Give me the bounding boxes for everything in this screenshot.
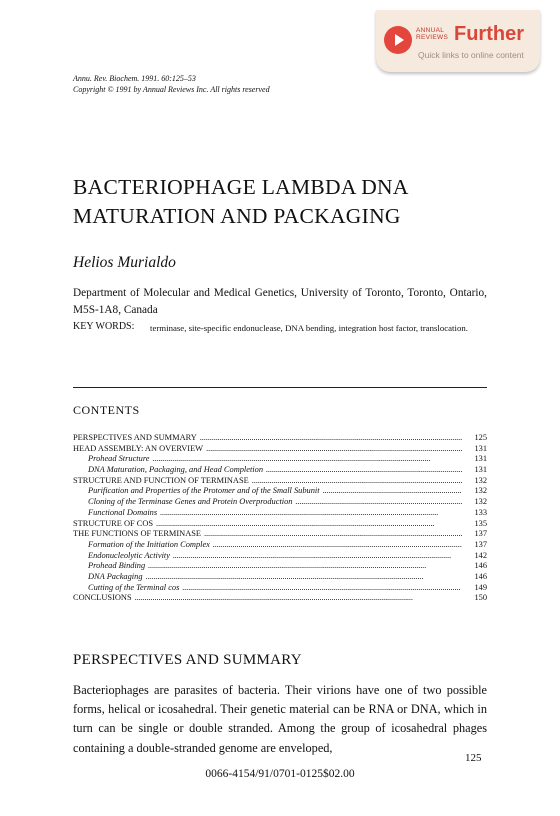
toc-leader-dots bbox=[148, 561, 462, 572]
annual-reviews-logo-text: ANNUAL REVIEWS bbox=[416, 27, 449, 41]
toc-entry-page: 131 bbox=[474, 465, 487, 475]
journal-citation: Annu. Rev. Biochem. 1991. 60:125–53 bbox=[73, 74, 196, 83]
toc-leader-dots bbox=[213, 540, 462, 551]
page-number: 125 bbox=[465, 752, 482, 764]
toc-entry[interactable] bbox=[73, 476, 487, 487]
toc-entry-label: Cutting of the Terminal cos bbox=[88, 582, 180, 592]
toc-entry-label: Formation of the Initiation Complex bbox=[88, 539, 210, 549]
toc-entry-page: 149 bbox=[474, 582, 487, 592]
toc-entry-label: Cloning of the Terminase Genes and Protein Overproduction bbox=[88, 497, 293, 507]
body-paragraph: Bacteriophages are parasites of bacteria. Their virions have one of two possible forms, helical or icosahedral. Their genetic material can be RNA or DNA, which in turn can be single or double stranded. Among the group of icosahedral phages containing a double-stranded genome are enveloped, bbox=[73, 683, 487, 755]
toc-entry[interactable] bbox=[73, 583, 487, 594]
toc-leader-dots bbox=[295, 497, 462, 508]
journal-citation-block bbox=[73, 73, 270, 95]
toc-leader-dots bbox=[206, 444, 462, 455]
toc-entry-label: Prohead Binding bbox=[88, 561, 146, 571]
toc-leader-dots bbox=[204, 529, 462, 540]
toc-entry-page: 137 bbox=[474, 529, 487, 539]
toc-entry-label: HEAD ASSEMBLY: AN OVERVIEW bbox=[73, 443, 204, 453]
toc-entry-label: DNA Packaging bbox=[88, 571, 143, 581]
toc-entry[interactable] bbox=[73, 540, 487, 551]
footer-code: 0066-4154/91/0701-0125$02.00 bbox=[205, 768, 355, 780]
toc-entry-page: 133 bbox=[474, 507, 487, 517]
toc-entry-page: 135 bbox=[474, 518, 487, 528]
toc-entry-label: Endonucleolytic Activity bbox=[88, 550, 170, 560]
toc-entry-label: Functional Domains bbox=[88, 507, 158, 517]
toc-entry-page: 132 bbox=[474, 497, 487, 507]
toc-entry[interactable] bbox=[73, 444, 487, 455]
toc-leader-dots bbox=[323, 486, 462, 497]
toc-leader-dots bbox=[152, 454, 462, 465]
toc-leader-dots bbox=[160, 508, 462, 519]
author-affiliation: Department of Molecular and Medical Genetics, University of Toronto, Toronto, Ontario, M5S-1A8, Canada bbox=[73, 287, 487, 316]
toc-entry-page: 142 bbox=[474, 550, 487, 560]
section-heading: PERSPECTIVES AND SUMMARY bbox=[73, 652, 302, 668]
toc-entry[interactable] bbox=[73, 497, 487, 508]
play-icon bbox=[384, 26, 412, 54]
toc-leader-dots bbox=[252, 476, 462, 487]
contents-heading: CONTENTS bbox=[73, 403, 140, 417]
toc-entry[interactable] bbox=[73, 561, 487, 572]
toc-entry-page: 146 bbox=[474, 561, 487, 571]
toc-entry-label: Purification and Properties of the Protomer and of the Small Subunit bbox=[88, 486, 320, 496]
toc-entry-page: 131 bbox=[474, 443, 487, 453]
toc-entry-page: 132 bbox=[474, 475, 487, 485]
toc-entry-page: 131 bbox=[474, 454, 487, 464]
toc-leader-dots bbox=[266, 465, 462, 476]
toc-entry-label: STRUCTURE OF COS bbox=[73, 518, 154, 528]
further-subtitle: Quick links to online content bbox=[418, 50, 524, 60]
title-line-1: BACTERIOPHAGE LAMBDA DNA bbox=[73, 175, 409, 199]
toc-entry[interactable] bbox=[73, 486, 487, 497]
toc-entry-page: 146 bbox=[474, 571, 487, 581]
title-line-2: MATURATION AND PACKAGING bbox=[73, 204, 401, 228]
toc-entry-page: 150 bbox=[474, 593, 487, 603]
toc-entry-page: 125 bbox=[474, 433, 487, 442]
keywords-label: KEY WORDS: bbox=[73, 321, 135, 332]
toc-entry[interactable] bbox=[73, 508, 487, 519]
toc-entry[interactable] bbox=[73, 465, 487, 476]
toc-entry-label: CONCLUSIONS bbox=[73, 593, 132, 603]
toc-entry[interactable] bbox=[73, 454, 487, 465]
divider bbox=[73, 387, 487, 388]
toc-entry[interactable] bbox=[73, 529, 487, 540]
toc-leader-dots bbox=[156, 519, 462, 530]
toc-entry[interactable] bbox=[73, 519, 487, 530]
toc-entry-page: 137 bbox=[474, 539, 487, 549]
toc-entry[interactable] bbox=[73, 433, 487, 444]
toc-entry[interactable] bbox=[73, 572, 487, 583]
article-title bbox=[73, 173, 409, 231]
toc-leader-dots bbox=[182, 583, 462, 594]
toc-entry-label: DNA Maturation, Packaging, and Head Completion bbox=[88, 465, 264, 475]
toc-leader-dots bbox=[135, 593, 462, 604]
toc-leader-dots bbox=[200, 433, 462, 444]
author-name: Helios Murialdo bbox=[73, 254, 176, 271]
copyright-line: Copyright © 1991 by Annual Reviews Inc. All rights reserved bbox=[73, 85, 270, 94]
annual-reviews-further-badge[interactable] bbox=[376, 10, 540, 72]
keywords-text: terminase, site-specific endonuclease, DNA bending, integration host factor, translocation. bbox=[150, 323, 468, 333]
toc-entry-label: STRUCTURE AND FUNCTION OF TERMINASE bbox=[73, 475, 249, 485]
toc-entry-label: THE FUNCTIONS OF TERMINASE bbox=[73, 529, 202, 539]
further-label: Further bbox=[454, 23, 524, 45]
toc-entry[interactable] bbox=[73, 551, 487, 562]
toc-entry-label: PERSPECTIVES AND SUMMARY bbox=[73, 433, 197, 442]
table-of-contents bbox=[73, 433, 487, 604]
toc-leader-dots bbox=[146, 572, 462, 583]
toc-entry[interactable] bbox=[73, 593, 487, 604]
toc-leader-dots bbox=[173, 551, 462, 562]
toc-entry-label: Prohead Structure bbox=[88, 454, 150, 464]
toc-entry-page: 132 bbox=[474, 486, 487, 496]
